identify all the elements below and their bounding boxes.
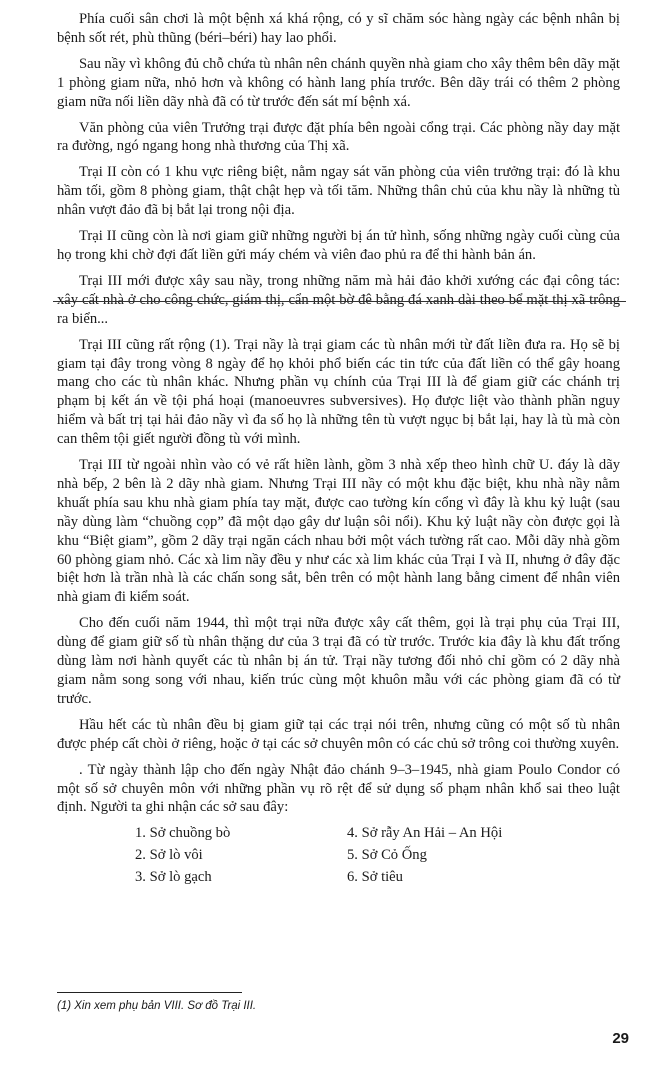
footnote: (1) Xin xem phụ bản VIII. Sơ đồ Trại III. (57, 1000, 257, 1012)
paragraph-camp-three-built-text: Trại III mới được xây sau nầy, trong những năm mà hải đảo khởi xướng các đại công tác: xây cất nhà ở cho công chức, giám thị, cẩn một bờ đê bằng đá xanh dài theo bể mặt thị xã trông ra biển... (57, 272, 620, 327)
footnote-divider (57, 992, 242, 993)
list-item: 1. Sở chuồng bò (135, 825, 231, 842)
page-number: 29 (612, 1030, 629, 1047)
paragraph-infirmary: Phía cuối sân chơi là một bệnh xá khá rộng, có y sĩ chăm sóc hàng ngày các bệnh nhân bị bệnh sốt rét, phù thũng (béri–béri) hay lao phổi. (57, 11, 620, 46)
paragraph-dark-cells: Trại II còn có 1 khu vực riêng biệt, nằm ngay sát văn phòng của viên trưởng trại: đó là khu hầm tối, gồm 8 phòng giam, thật chật hẹp và tối tăm. Những thân chủ của khu nầy là những tù nhân vượt đảo đã bị bắt lại trong nội địa. (57, 164, 620, 219)
paragraph-warden-office: Văn phòng của viên Trưởng trại được đặt phía bên ngoài cổng trại. Các phòng nầy day mặt ra đường, ngó ngang hong nhà thương của Thị xã. (57, 119, 620, 155)
paragraph-camp-three-purpose: Trại III cũng rất rộng (1). Trại nầy là trại giam các tù nhân mới từ đất liền đưa ra. Họ sẽ bị giam tại đây trong vòng 8 ngày để họ khỏi phổ biến các tin tức của đất liền có thể gây hoang mang cho các tù nhân khác. Nhưng phần vụ chính của Trại III là để giam giữ các chánh trị phạm bị kết án về tội phá hoại (manoeuvres subversives). Họ được liệt vào thành phần nguy hiểm và bất trị tại hải đảo nầy vì đa số họ là những tên tù vượt ngục bị bắt lại, hay là tù mà còn can thêm tội giết người đồng tù với mình. (57, 336, 620, 448)
paragraph-annex-camp: Cho đến cuối năm 1944, thì một trại nữa được xây cất thêm, gọi là trại phụ của Trại III, dùng để giam giữ số tù nhân thặng dư của 3 trại đã có từ trước. Trước kia đây là khu đất trống dùng làm nơi hành quyết các tù nhân bị án tử. Trại nầy tương đối nhỏ chỉ gồm có 2 dãy nhà giam nằm song song với nhau, kiến trúc cùng một khuôn mẫu với các phòng giam đã có từ trước. (57, 615, 620, 707)
paragraph-huts: Hầu hết các tù nhân đều bị giam giữ tại các trại nói trên, nhưng cũng có một số tù nhân được phép cất chòi ở riêng, hoặc ở tại các sở chuyên môn có các chủ sở trông coi thường xuyên. (57, 716, 620, 752)
paragraph-camp-three-built (57, 272, 620, 329)
work-site-list (135, 824, 620, 887)
paragraph-death-row: Trại II cũng còn là nơi giam giữ những người bị án tử hình, sống những ngày cuối cùng của họ trong khi chờ đợi đất liền gửi máy chém và viên đao phủ ra để thi hành bản án. (57, 228, 620, 263)
paragraph-discipline-zone: Trại III từ ngoài nhìn vào có vẻ rất hiền lành, gồm 3 nhà xếp theo hình chữ U. đáy là dãy nhà bếp, 2 bên là 2 dãy nhà giam. Nhưng Trại III nầy có một khu đặc biệt, khu nhà nầy nằm khuất phía sau khu nhà giam phía tay mặt, được cao tường kín cổng vì đây là khu kỷ luật (sau nầy dùng làm “chuồng cọp” đã một dạo gây dư luận sôi nổi). Khu kỷ luật nầy còn được gọi là khu “Biệt giam”, gồm 2 dãy trại ngăn cách nhau bởi một vách tường rất cao. Mỗi dãy nhà gồm 60 phòng giam nhỏ. Các xà lim nầy đều y như các xà lim khác của Trại I và II, nhưng ở đây đặc biệt hơn là trần nhà là các chấn song sắt, bên trên có một hành lang bằng ciment để nhân viên nhà giam đi kiểm soát. (57, 457, 620, 606)
paragraph-extra-cells: Sau nầy vì không đủ chỗ chứa tù nhân nên chánh quyền nhà giam cho xây thêm bên dãy mặt 1 phòng giam nữa, nhỏ hơn và không có hành lang phía trước. Bên dãy trái có thêm 2 phòng giam nữa nối liền dãy nhà đã có từ trước đến sát mí bệnh xá. (57, 55, 620, 110)
list-item: 3. Sở lò gạch (135, 869, 212, 886)
paragraph-work-sites: . Từ ngày thành lập cho đến ngày Nhật đảo chánh 9–3–1945, nhà giam Poulo Condor có một số sở chuyên môn với những phần vụ rõ rệt để sử dụng số phạm nhân khổ sai theo luật định. Người ta ghi nhận các sở sau đây: (57, 761, 620, 816)
list-item: 6. Sở tiêu (347, 869, 403, 886)
list-item: 2. Sở lò vôi (135, 847, 203, 864)
list-item: 5. Sở Cỏ Ống (347, 847, 427, 864)
page-body (57, 10, 620, 887)
list-item: 4. Sở rẫy An Hải – An Hội (347, 825, 503, 842)
